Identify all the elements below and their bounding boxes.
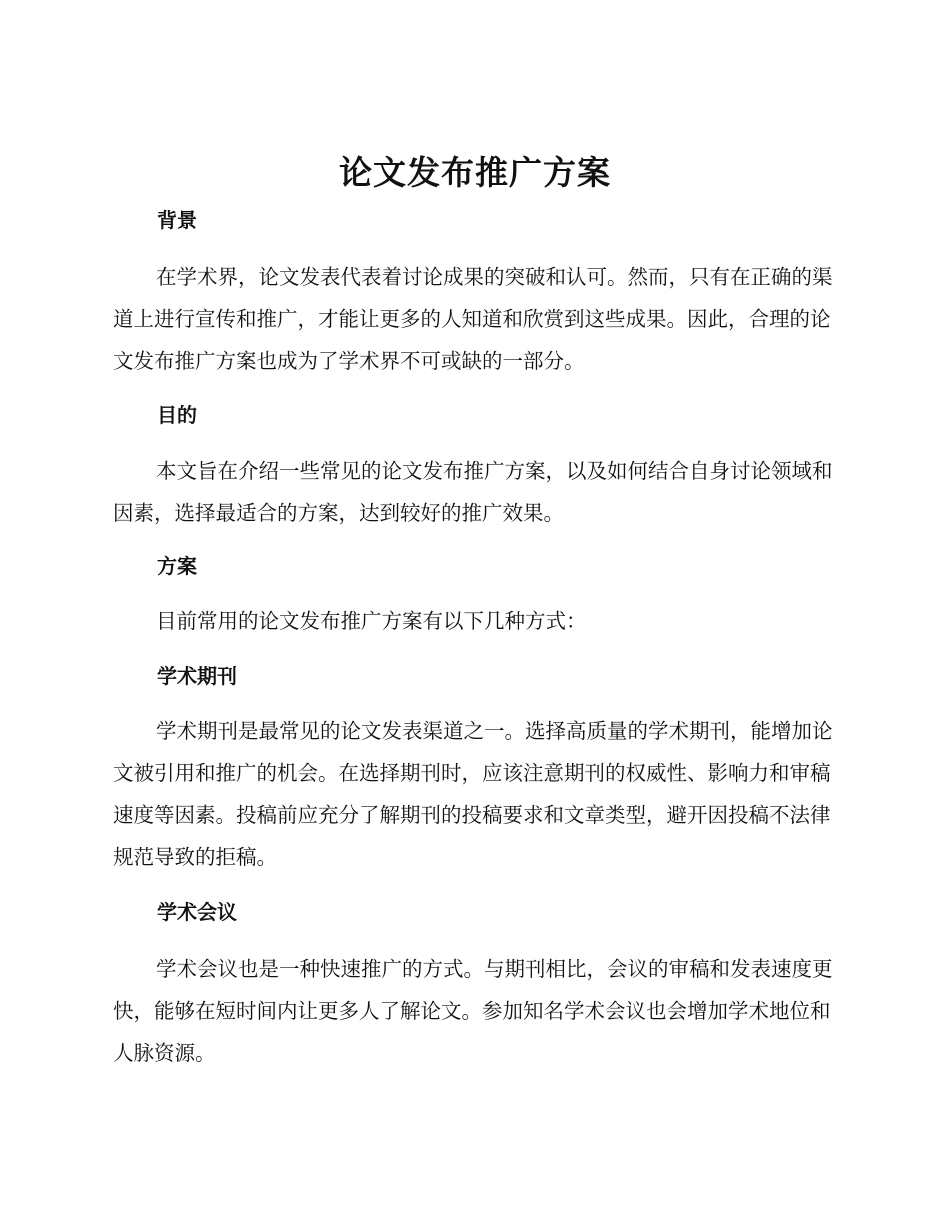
section-heading-background: 背景	[157, 208, 197, 232]
section-paragraph-background: 在学术界，论文发表代表着讨论成果的突破和认可。然而，只有在正确的渠道上进行宣传和推广，才能让更多的人知道和欣赏到这些成果。因此，合理的论文发布推广方案也成为了学术界不可或缺的一部分。	[113, 265, 833, 373]
section-heading-plan: 方案	[157, 554, 197, 578]
section-heading-academic-conferences: 学术会议	[157, 900, 237, 924]
section-paragraph-purpose: 本文旨在介绍一些常见的论文发布推广方案，以及如何结合自身讨论领域和因素，选择最适合的方案，达到较好的推广效果。	[113, 459, 833, 525]
section-heading-academic-journals: 学术期刊	[157, 664, 237, 688]
section-paragraph-plan: 目前常用的论文发布推广方案有以下几种方式：	[156, 609, 587, 633]
section-heading-purpose: 目的	[157, 403, 197, 427]
section-paragraph-academic-journals: 学术期刊是最常见的论文发表渠道之一。选择高质量的学术期刊，能增加论文被引用和推广的机会。在选择期刊时，应该注意期刊的权威性、影响力和审稿速度等因素。投稿前应充分了解期刊的投稿要求和文章类型，避开因投稿不法律规范导致的拒稿。	[113, 719, 833, 869]
document-title: 论文发布推广方案	[339, 153, 611, 192]
section-paragraph-academic-conferences: 学术会议也是一种快速推广的方式。与期刊相比，会议的审稿和发表速度更快，能够在短时间内让更多人了解论文。参加知名学术会议也会增加学术地位和人脉资源。	[113, 957, 833, 1065]
